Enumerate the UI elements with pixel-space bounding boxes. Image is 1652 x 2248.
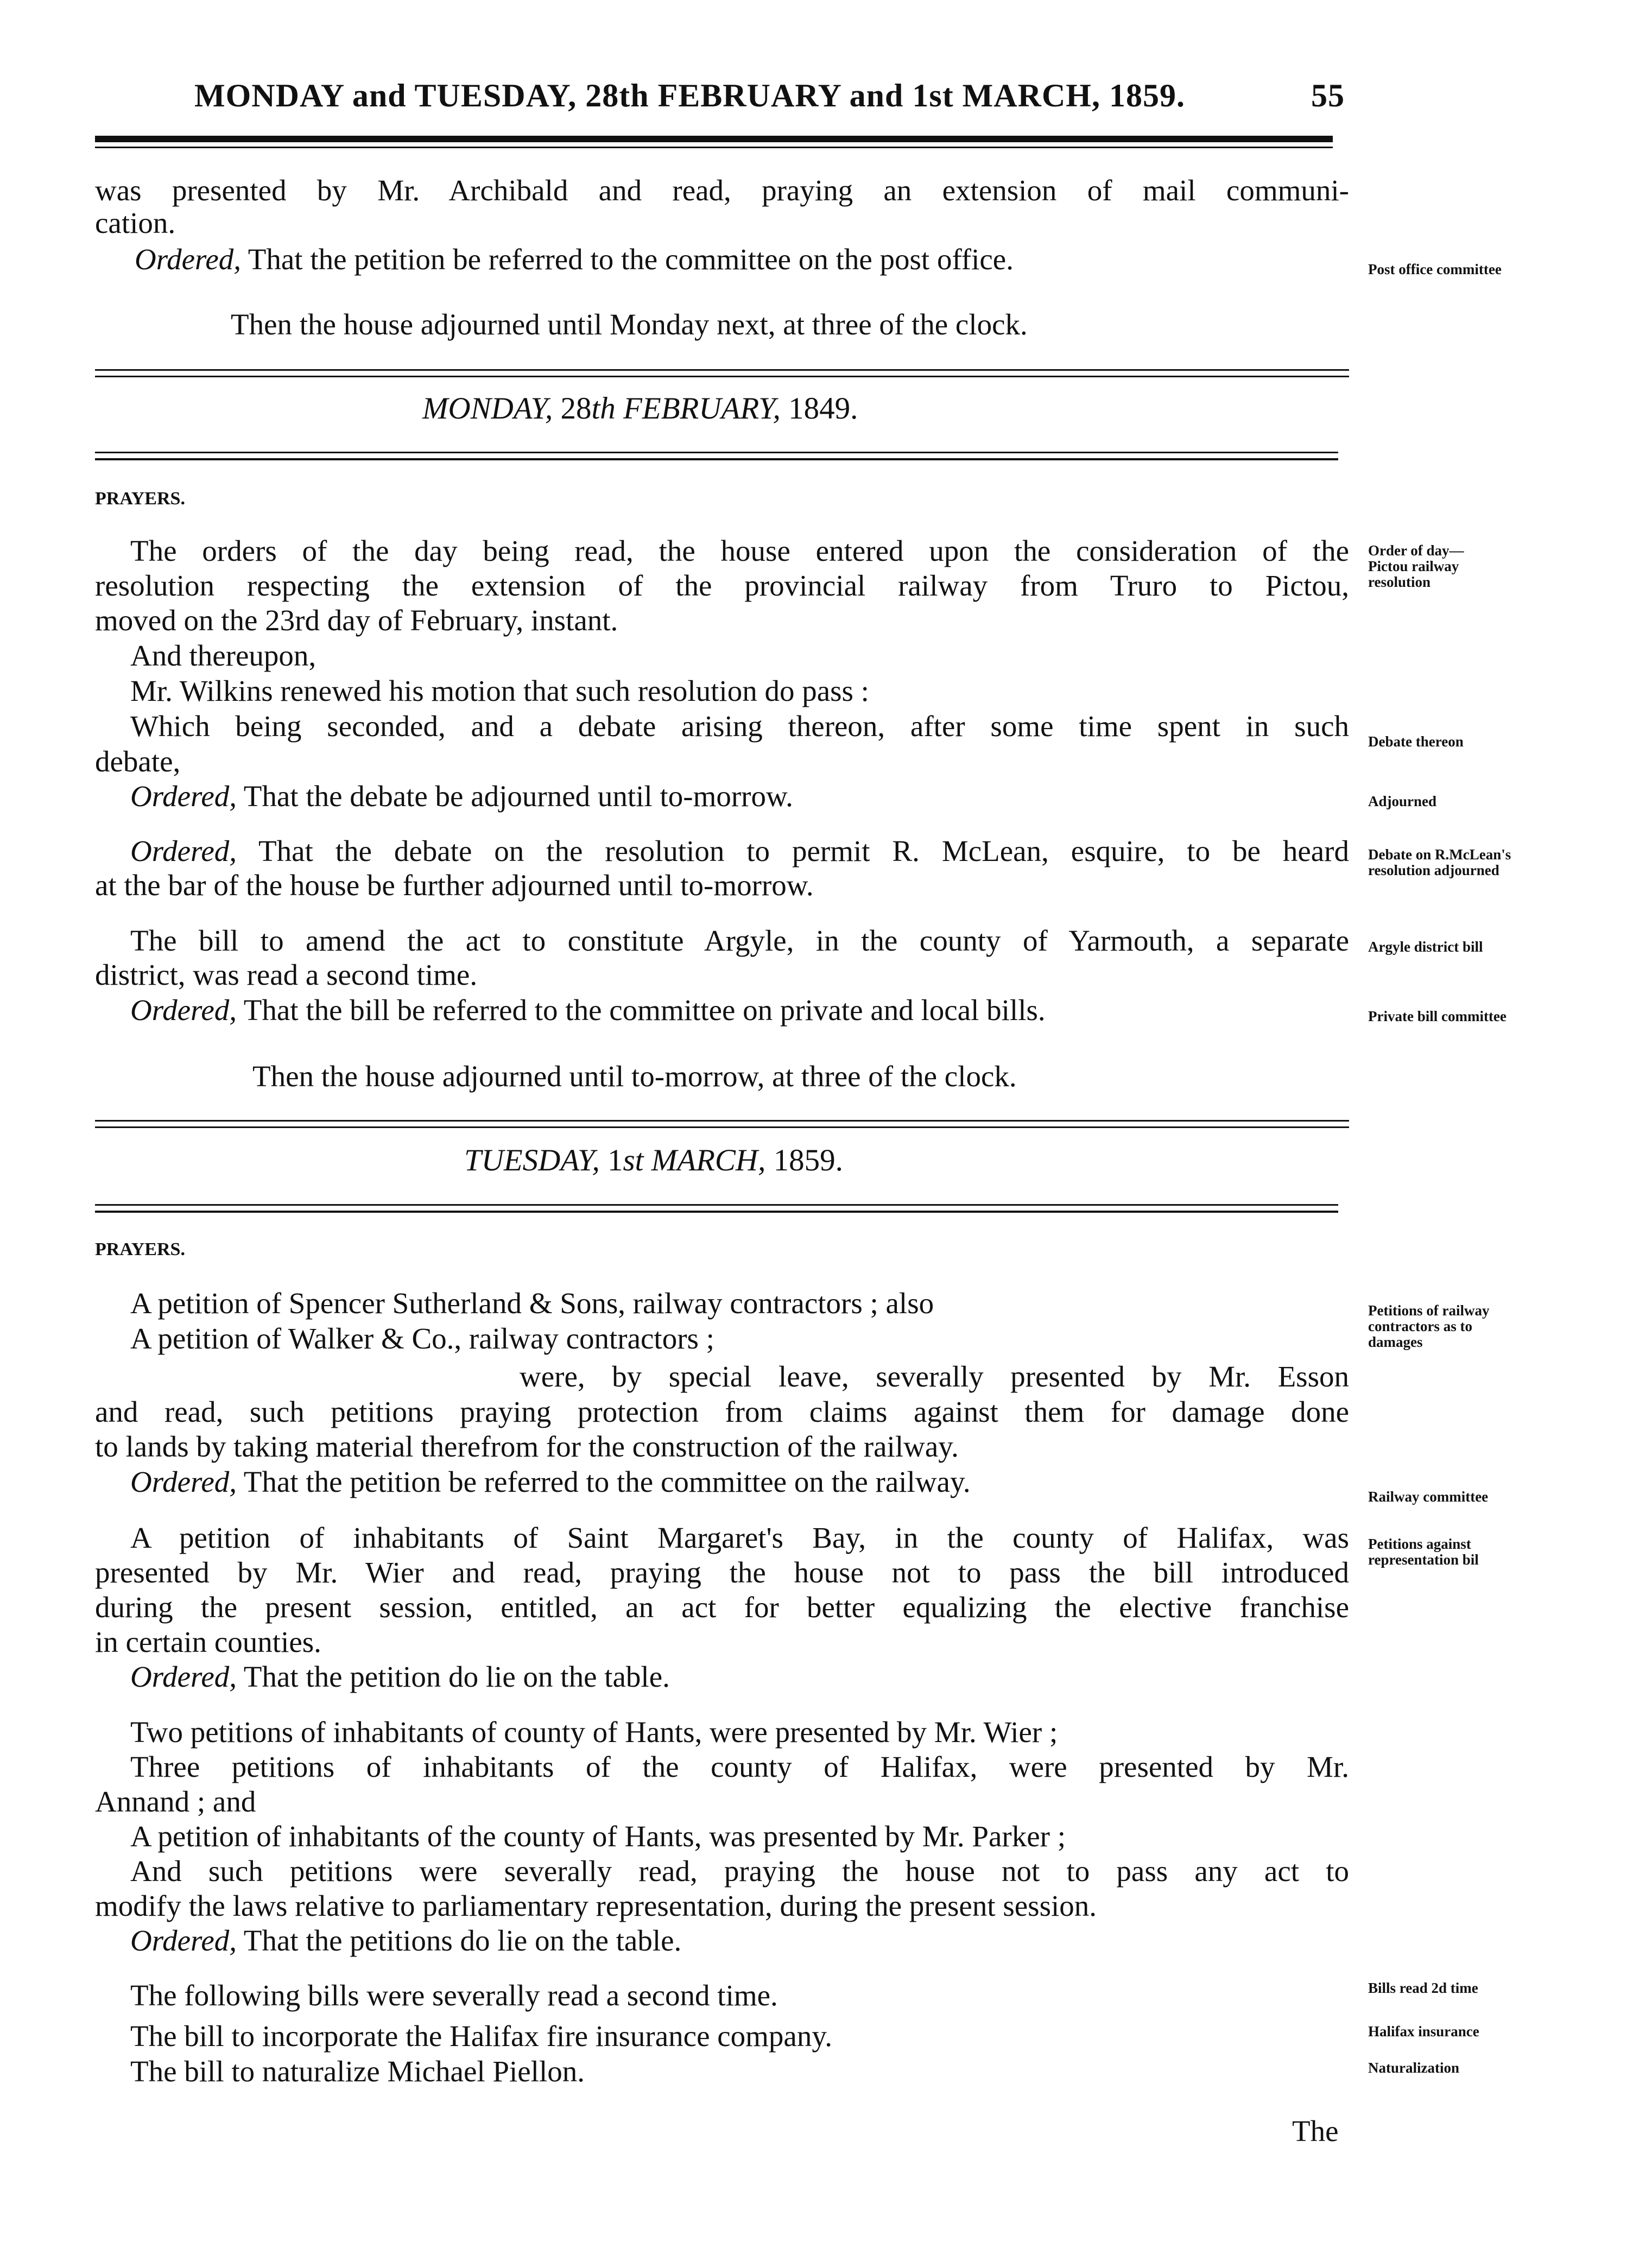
monday-p2-line-2: at the bar of the house be further adjourned until to-morrow. xyxy=(95,869,814,902)
sidenote-railway-petitions xyxy=(1368,1303,1489,1350)
monday-p1-line-6: Which being seconded, and a debate arising thereon, after some time spent in such xyxy=(130,710,1349,743)
heading-sup: th xyxy=(591,391,616,426)
sidenote-post-office: Post office committee xyxy=(1368,261,1502,277)
tuesday-c-ordered xyxy=(130,1923,681,1959)
catchword: The xyxy=(1292,2114,1339,2148)
section-rule-2a xyxy=(95,1120,1349,1122)
heading-sup: st xyxy=(623,1143,644,1177)
monday-rule-b xyxy=(95,458,1338,460)
monday-prayers: PRAYERS. xyxy=(95,489,185,509)
ordered-text: That the petition do lie on the table. xyxy=(243,1660,670,1693)
ordered-word: Ordered, xyxy=(130,993,237,1027)
heading-month: FEBRUARY, xyxy=(623,391,781,426)
monday-p3-line-2: district, was read a second time. xyxy=(95,958,478,991)
sidenote-private-bill: Private bill committee xyxy=(1368,1008,1507,1024)
tuesday-d-line-2: The bill to incorporate the Halifax fire insurance company. xyxy=(130,2019,833,2053)
sidenote-line: damages xyxy=(1368,1334,1423,1350)
intro-line-2: cation. xyxy=(95,206,176,239)
monday-p2-line-1 xyxy=(130,833,1349,869)
ordered-text: That the petition be referred to the committee on the railway. xyxy=(243,1465,971,1498)
tuesday-b-line-4: in certain counties. xyxy=(95,1625,321,1658)
monday-adjourned: Then the house adjourned until to-morrow, at three of the clock. xyxy=(252,1060,1017,1093)
tuesday-c-line-3: Annand ; and xyxy=(95,1785,256,1818)
tuesday-b-line-3: during the present session, entitled, an act for better equalizing the elective franchise xyxy=(95,1591,1349,1624)
tuesday-rule-b xyxy=(95,1211,1338,1213)
sidenote-line: resolution adjourned xyxy=(1368,862,1499,878)
tuesday-heading xyxy=(464,1143,843,1179)
heading-year: 1859. xyxy=(773,1143,843,1177)
monday-p1-line-7: debate, xyxy=(95,745,181,778)
tuesday-c-line-6: modify the laws relative to parliamentary representation, during the present session. xyxy=(95,1889,1097,1922)
ordered-text: That the petitions do lie on the table. xyxy=(243,1924,682,1957)
tuesday-a-line-1: A petition of Spencer Sutherland & Sons, railway contractors ; also xyxy=(130,1287,934,1320)
sidenote-order-of-day xyxy=(1368,543,1464,590)
sidenote-line: Order of day— xyxy=(1368,542,1464,559)
sidenote-adjourned: Adjourned xyxy=(1368,793,1437,809)
tuesday-c-line-5: And such petitions were severally read, praying the house not to pass any act to xyxy=(130,1854,1349,1888)
sidenote-debate-thereon: Debate thereon xyxy=(1368,733,1464,750)
sidenote-line: Pictou railway xyxy=(1368,558,1459,574)
monday-p1-line-2: resolution respecting the extension of the provincial railway from Truro to Pictou, xyxy=(95,569,1349,602)
header-rule-thick xyxy=(95,136,1333,142)
section-rule-2b xyxy=(95,1126,1349,1128)
monday-p1-line-5: Mr. Wilkins renewed his motion that such resolution do pass : xyxy=(130,674,869,707)
tuesday-rule-a xyxy=(95,1204,1338,1206)
monday-p3-ordered xyxy=(130,992,1046,1028)
heading-day: TUESDAY, xyxy=(464,1143,600,1177)
ordered-text: That the bill be referred to the committee on private and local bills. xyxy=(243,993,1046,1027)
tuesday-a-line-2: A petition of Walker & Co., railway contractors ; xyxy=(130,1322,714,1355)
sidenote-halifax-insurance: Halifax insurance xyxy=(1368,2023,1479,2040)
intro-ordered xyxy=(135,242,1014,277)
ordered-text: That the debate be adjourned until to-morrow. xyxy=(243,780,793,813)
tuesday-a-ordered xyxy=(130,1464,971,1500)
intro-adjourned: Then the house adjourned until Monday next, at three of the clock. xyxy=(231,308,1028,341)
tuesday-c-line-1: Two petitions of inhabitants of county of Hants, were presented by Mr. Wier ; xyxy=(130,1715,1058,1749)
monday-rule-a xyxy=(95,452,1338,453)
monday-p1-line-1: The orders of the day being read, the house entered upon the consideration of the xyxy=(130,534,1349,567)
tuesday-c-line-2: Three petitions of inhabitants of the county of Halifax, were presented by Mr. xyxy=(130,1750,1349,1783)
ordered-word: Ordered, xyxy=(130,1465,237,1498)
sidenote-bills-read: Bills read 2d time xyxy=(1368,1980,1478,1996)
sidenote-debate-mclean xyxy=(1368,847,1511,878)
tuesday-b-line-2: presented by Mr. Wier and read, praying the house not to pass the bill introduced xyxy=(95,1556,1349,1589)
monday-p1-line-4: And thereupon, xyxy=(130,639,317,672)
heading-month: MARCH, xyxy=(651,1143,766,1177)
header-rule-thin xyxy=(95,147,1333,148)
tuesday-prayers: PRAYERS. xyxy=(95,1239,185,1259)
ordered-word: Ordered, xyxy=(135,243,242,276)
ordered-text: That the petition be referred to the committee on the post office. xyxy=(248,243,1014,276)
intro-line-1: was presented by Mr. Archibald and read, praying an extension of mail communi- xyxy=(95,174,1349,207)
ordered-word: Ordered, xyxy=(130,780,237,813)
tuesday-d-line-3: The bill to naturalize Michael Piellon. xyxy=(130,2055,585,2088)
sidenote-line: Debate on R.McLean's xyxy=(1368,846,1511,863)
heading-day: MONDAY, xyxy=(422,391,553,426)
section-rule-1b xyxy=(95,376,1349,377)
monday-p1-ordered xyxy=(130,778,793,814)
heading-year: 1849. xyxy=(788,391,858,426)
sidenote-argyle: Argyle district bill xyxy=(1368,939,1483,955)
monday-p3-line-1: The bill to amend the act to constitute Argyle, in the county of Yarmouth, a separate xyxy=(130,924,1349,957)
sidenote-line: representation bil xyxy=(1368,1552,1479,1568)
tuesday-d-line-1: The following bills were severally read a second time. xyxy=(130,1979,778,2012)
sidenote-line: contractors as to xyxy=(1368,1318,1472,1334)
sidenote-line: Petitions of railway xyxy=(1368,1302,1490,1319)
tuesday-c-line-4: A petition of inhabitants of the county of Hants, was presented by Mr. Parker ; xyxy=(130,1820,1066,1853)
monday-heading xyxy=(422,391,858,427)
heading-num: 28 xyxy=(560,391,592,426)
ordered-word: Ordered, xyxy=(130,1660,237,1693)
heading-num: 1 xyxy=(607,1143,623,1177)
section-rule-1a xyxy=(95,369,1349,371)
page-header-title: MONDAY and TUESDAY, 28th FEBRUARY and 1st MARCH, 1859. xyxy=(194,78,1185,113)
sidenote-representation xyxy=(1368,1536,1479,1568)
sidenote-line: Petitions against xyxy=(1368,1536,1471,1552)
sidenote-line: resolution xyxy=(1368,574,1431,590)
ordered-word: Ordered, xyxy=(130,1924,237,1957)
tuesday-a-line-3: were, by special leave, severally presented by Mr. Esson xyxy=(520,1360,1349,1393)
sidenote-naturalization: Naturalization xyxy=(1368,2060,1459,2076)
tuesday-b-ordered xyxy=(130,1659,670,1695)
tuesday-a-line-5: to lands by taking material therefrom for the construction of the railway. xyxy=(95,1430,959,1463)
tuesday-b-line-1: A petition of inhabitants of Saint Margaret's Bay, in the county of Halifax, was xyxy=(130,1521,1349,1554)
monday-p1-line-3: moved on the 23rd day of February, instant. xyxy=(95,604,618,637)
sidenote-railway-committee: Railway committee xyxy=(1368,1489,1489,1505)
tuesday-a-line-4: and read, such petitions praying protection from claims against them for damage done xyxy=(95,1395,1349,1428)
ordered-text: That the debate on the resolution to permit R. McLean, esquire, to be heard xyxy=(258,834,1349,867)
page-number: 55 xyxy=(1311,78,1345,113)
ordered-word: Ordered, xyxy=(130,834,237,867)
